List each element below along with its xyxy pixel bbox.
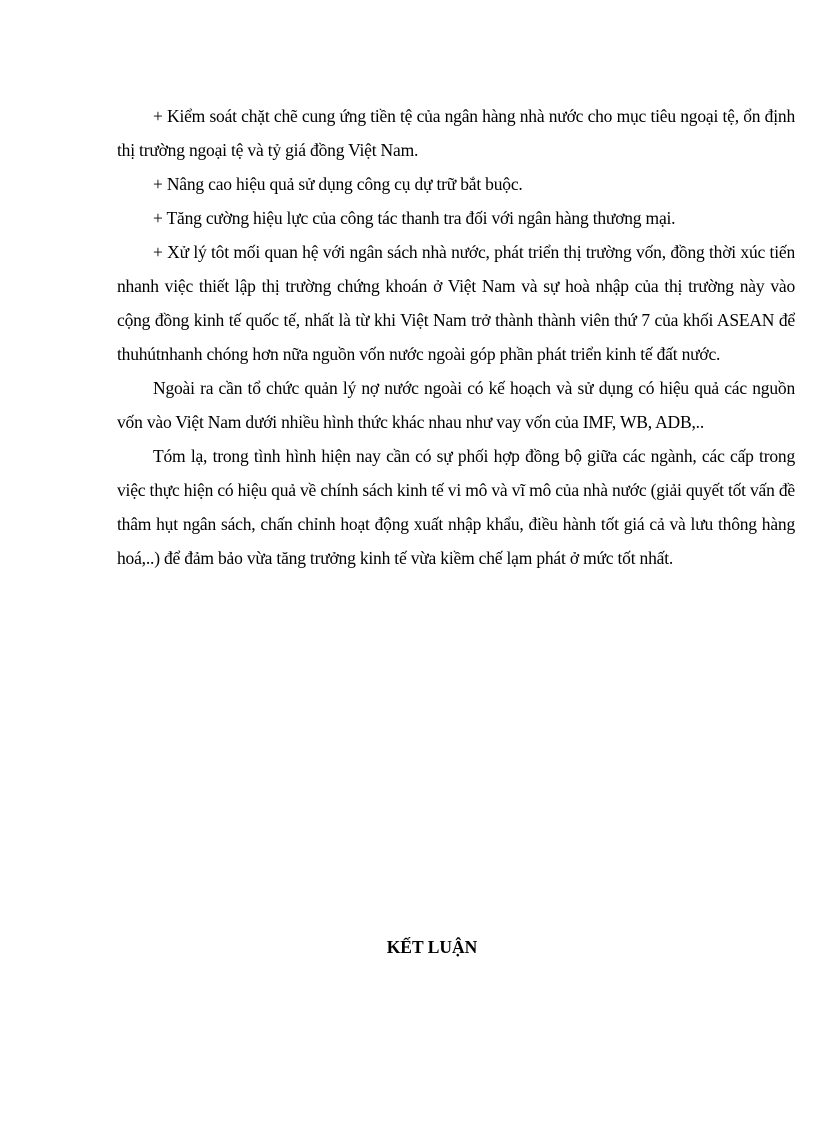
- paragraph-summary: Tóm lạ, trong tình hình hiện nay cần có sự phối hợp đồng bộ giữa các ngành, các cấp trong việc thực hiện có hiệu quả về chính sách kinh tế vi mô và vĩ mô của nhà nước (giải quyết tốt vấn đề thâm hụt ngân sách, chấn chỉnh hoạt động xuất nhập khẩu, điều hành tốt giá cả và lưu thông hàng hoá,..) để đảm bảo vừa tăng trưởng kinh tế vừa kiềm chế lạm phát ở mức tốt nhất.: [117, 446, 795, 568]
- document-body: [117, 99, 795, 575]
- section-heading-conclusion: KẾT LUẬN: [386, 937, 478, 957]
- bullet-paragraph-reserve-requirement: + Nâng cao hiệu quả sử dụng công cụ dự trữ bắt buộc.: [153, 174, 523, 194]
- bullet-paragraph-state-budget: + Xử lý tôt mối quan hệ với ngân sách nhà nước, phát triển thị trường vốn, đồng thời xúc tiến nhanh việc thiết lập thị trường chứng khoán ở Việt Nam và sự hoà nhập của thị trường này vào cộng đồng kinh tế quốc tế, nhất là từ khi Việt Nam trở thành thành viên thứ 7 của khối ASEAN để thuhútnhanh chóng hơn nữa nguồn vốn nước ngoài góp phần phát triển kinh tế đất nước.: [117, 242, 795, 364]
- bullet-paragraph-money-supply: + Kiểm soát chặt chẽ cung ứng tiền tệ của ngân hàng nhà nước cho mục tiêu ngoại tệ, ổn định thị trường ngoại tệ và tỷ giá đồng Việt Nam.: [117, 106, 795, 160]
- bullet-paragraph-bank-inspection: + Tăng cường hiệu lực của công tác thanh tra đối với ngân hàng thương mại.: [153, 208, 676, 228]
- paragraph-foreign-debt: Ngoài ra cần tổ chức quản lý nợ nước ngoài có kế hoạch và sử dụng có hiệu quả các nguồn vốn vào Việt Nam dưới nhiều hình thức khác nhau như vay vốn của IMF, WB, ADB,..: [117, 378, 795, 432]
